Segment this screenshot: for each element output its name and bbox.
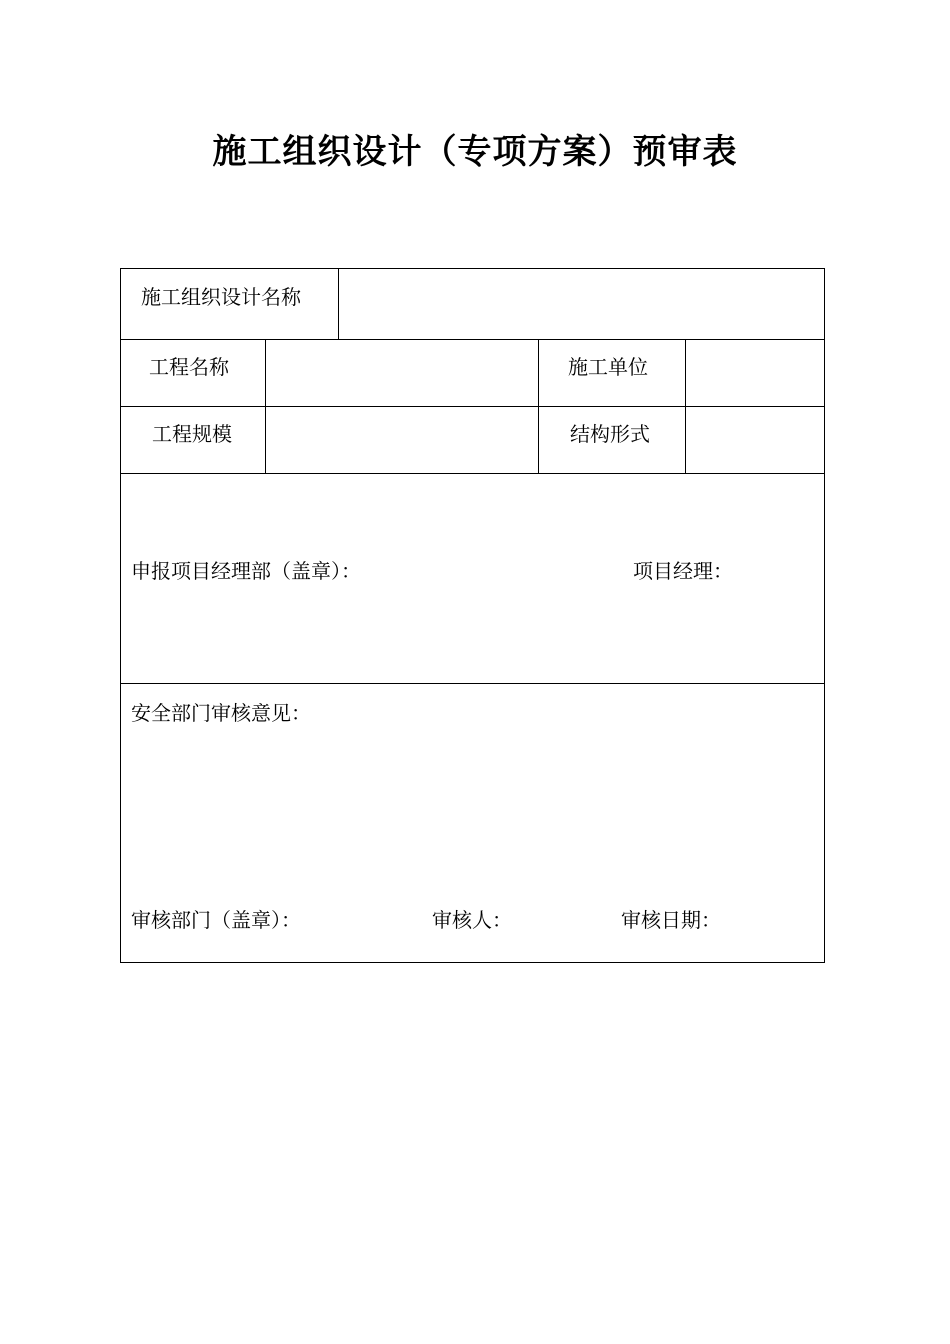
design-name-label: 施工组织设计名称 [141, 285, 301, 309]
column-divider [265, 339, 266, 473]
safety-review-label: 安全部门审核意见： [131, 701, 311, 725]
row-divider [121, 473, 824, 474]
reviewer-label: 审核人： [432, 908, 512, 932]
row-divider [121, 406, 824, 407]
review-dept-label: 审核部门（盖章）： [131, 908, 301, 932]
project-manager-label: 项目经理： [633, 559, 733, 583]
project-scale-label: 工程规模 [152, 422, 232, 446]
project-name-label: 工程名称 [149, 355, 229, 379]
column-divider [538, 339, 539, 473]
construction-unit-label: 施工单位 [568, 355, 648, 379]
page-title: 施工组织设计（专项方案）预审表 [212, 132, 738, 172]
column-divider [685, 339, 686, 473]
review-form-table [120, 268, 825, 963]
review-date-label: 审核日期： [621, 908, 721, 932]
column-divider [338, 269, 339, 339]
row-divider [121, 339, 824, 340]
structure-type-label: 结构形式 [570, 422, 650, 446]
applicant-label: 申报项目经理部（盖章）： [131, 559, 361, 583]
row-divider [121, 683, 824, 684]
